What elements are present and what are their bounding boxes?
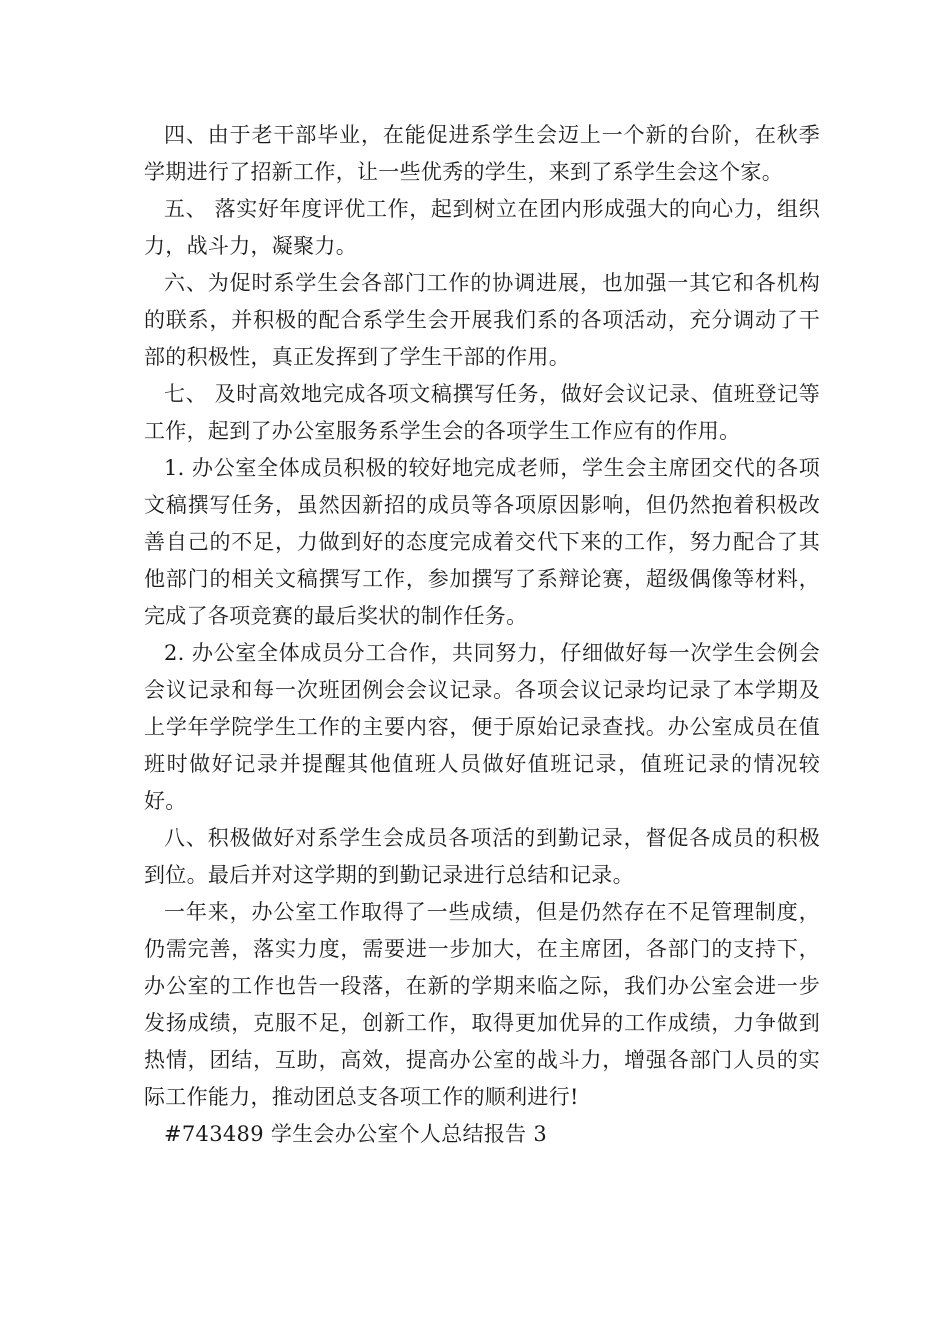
paragraph-4: 四、由于老干部毕业，在能促进系学生会迈上一个新的台阶，在秋季学期进行了招新工作，让一些优秀的学生，来到了系学生会这个家。 bbox=[144, 123, 820, 184]
paragraph-conclusion: 一年来，办公室工作取得了一些成绩，但是仍然存在不足管理制度，仍需完善，落实力度，需要进一步加大，在主席团，各部门的支持下，办公室的工作也告一段落，在新的学期来临之际，我们办公室会进一步发扬成绩，克服不足，创新工作，取得更加优异的工作成绩，力争做到热情，团结，互助，高效，提高办公室的战斗力，增强各部门人员的实际工作能力，推动团总支各项工作的顺利进行! bbox=[144, 900, 820, 1109]
paragraph-6: 六、为促时系学生会各部门工作的协调进展，也加强一其它和各机构的联系，并积极的配合系学生会开展我们系的各项活动，充分调动了干部的积极性，真正发挥到了学生干部的作用。 bbox=[144, 271, 820, 369]
document-page bbox=[144, 117, 820, 1153]
paragraph-5: 五、 落实好年度评优工作，起到树立在团内形成强大的向心力，组织力，战斗力，凝聚力。 bbox=[144, 197, 820, 258]
next-report-heading: #743489 学生会办公室个人总结报告 3 bbox=[164, 1122, 548, 1146]
paragraph-7-item-2: 2. 办公室全体成员分工合作，共同努力，仔细做好每一次学生会例会会议记录和每一次班团例会会议记录。各项会议记录均记录了本学期及上学年学院学生工作的主要内容，便于原始记录查找。办公室成员在值班时做好记录并提醒其他值班人员做好值班记录，值班记录的情况较好。 bbox=[144, 641, 820, 813]
paragraph-7-item-1: 1. 办公室全体成员积极的较好地完成老师，学生会主席团交代的各项文稿撰写任务，虽然因新招的成员等各项原因影响，但仍然抱着积极改善自己的不足，力做到好的态度完成着交代下来的工作，努力配合了其他部门的相关文稿撰写工作，参加撰写了系辩论赛，超级偶像等材料，完成了各项竞赛的最后奖状的制作任务。 bbox=[144, 456, 820, 628]
paragraph-7: 七、 及时高效地完成各项文稿撰写任务，做好会议记录、值班登记等工作，起到了办公室服务系学生会的各项学生工作应有的作用。 bbox=[144, 382, 820, 443]
paragraph-8: 八、积极做好对系学生会成员各项活的到勤记录，督促各成员的积极到位。最后并对这学期的到勤记录进行总结和记录。 bbox=[144, 826, 820, 887]
